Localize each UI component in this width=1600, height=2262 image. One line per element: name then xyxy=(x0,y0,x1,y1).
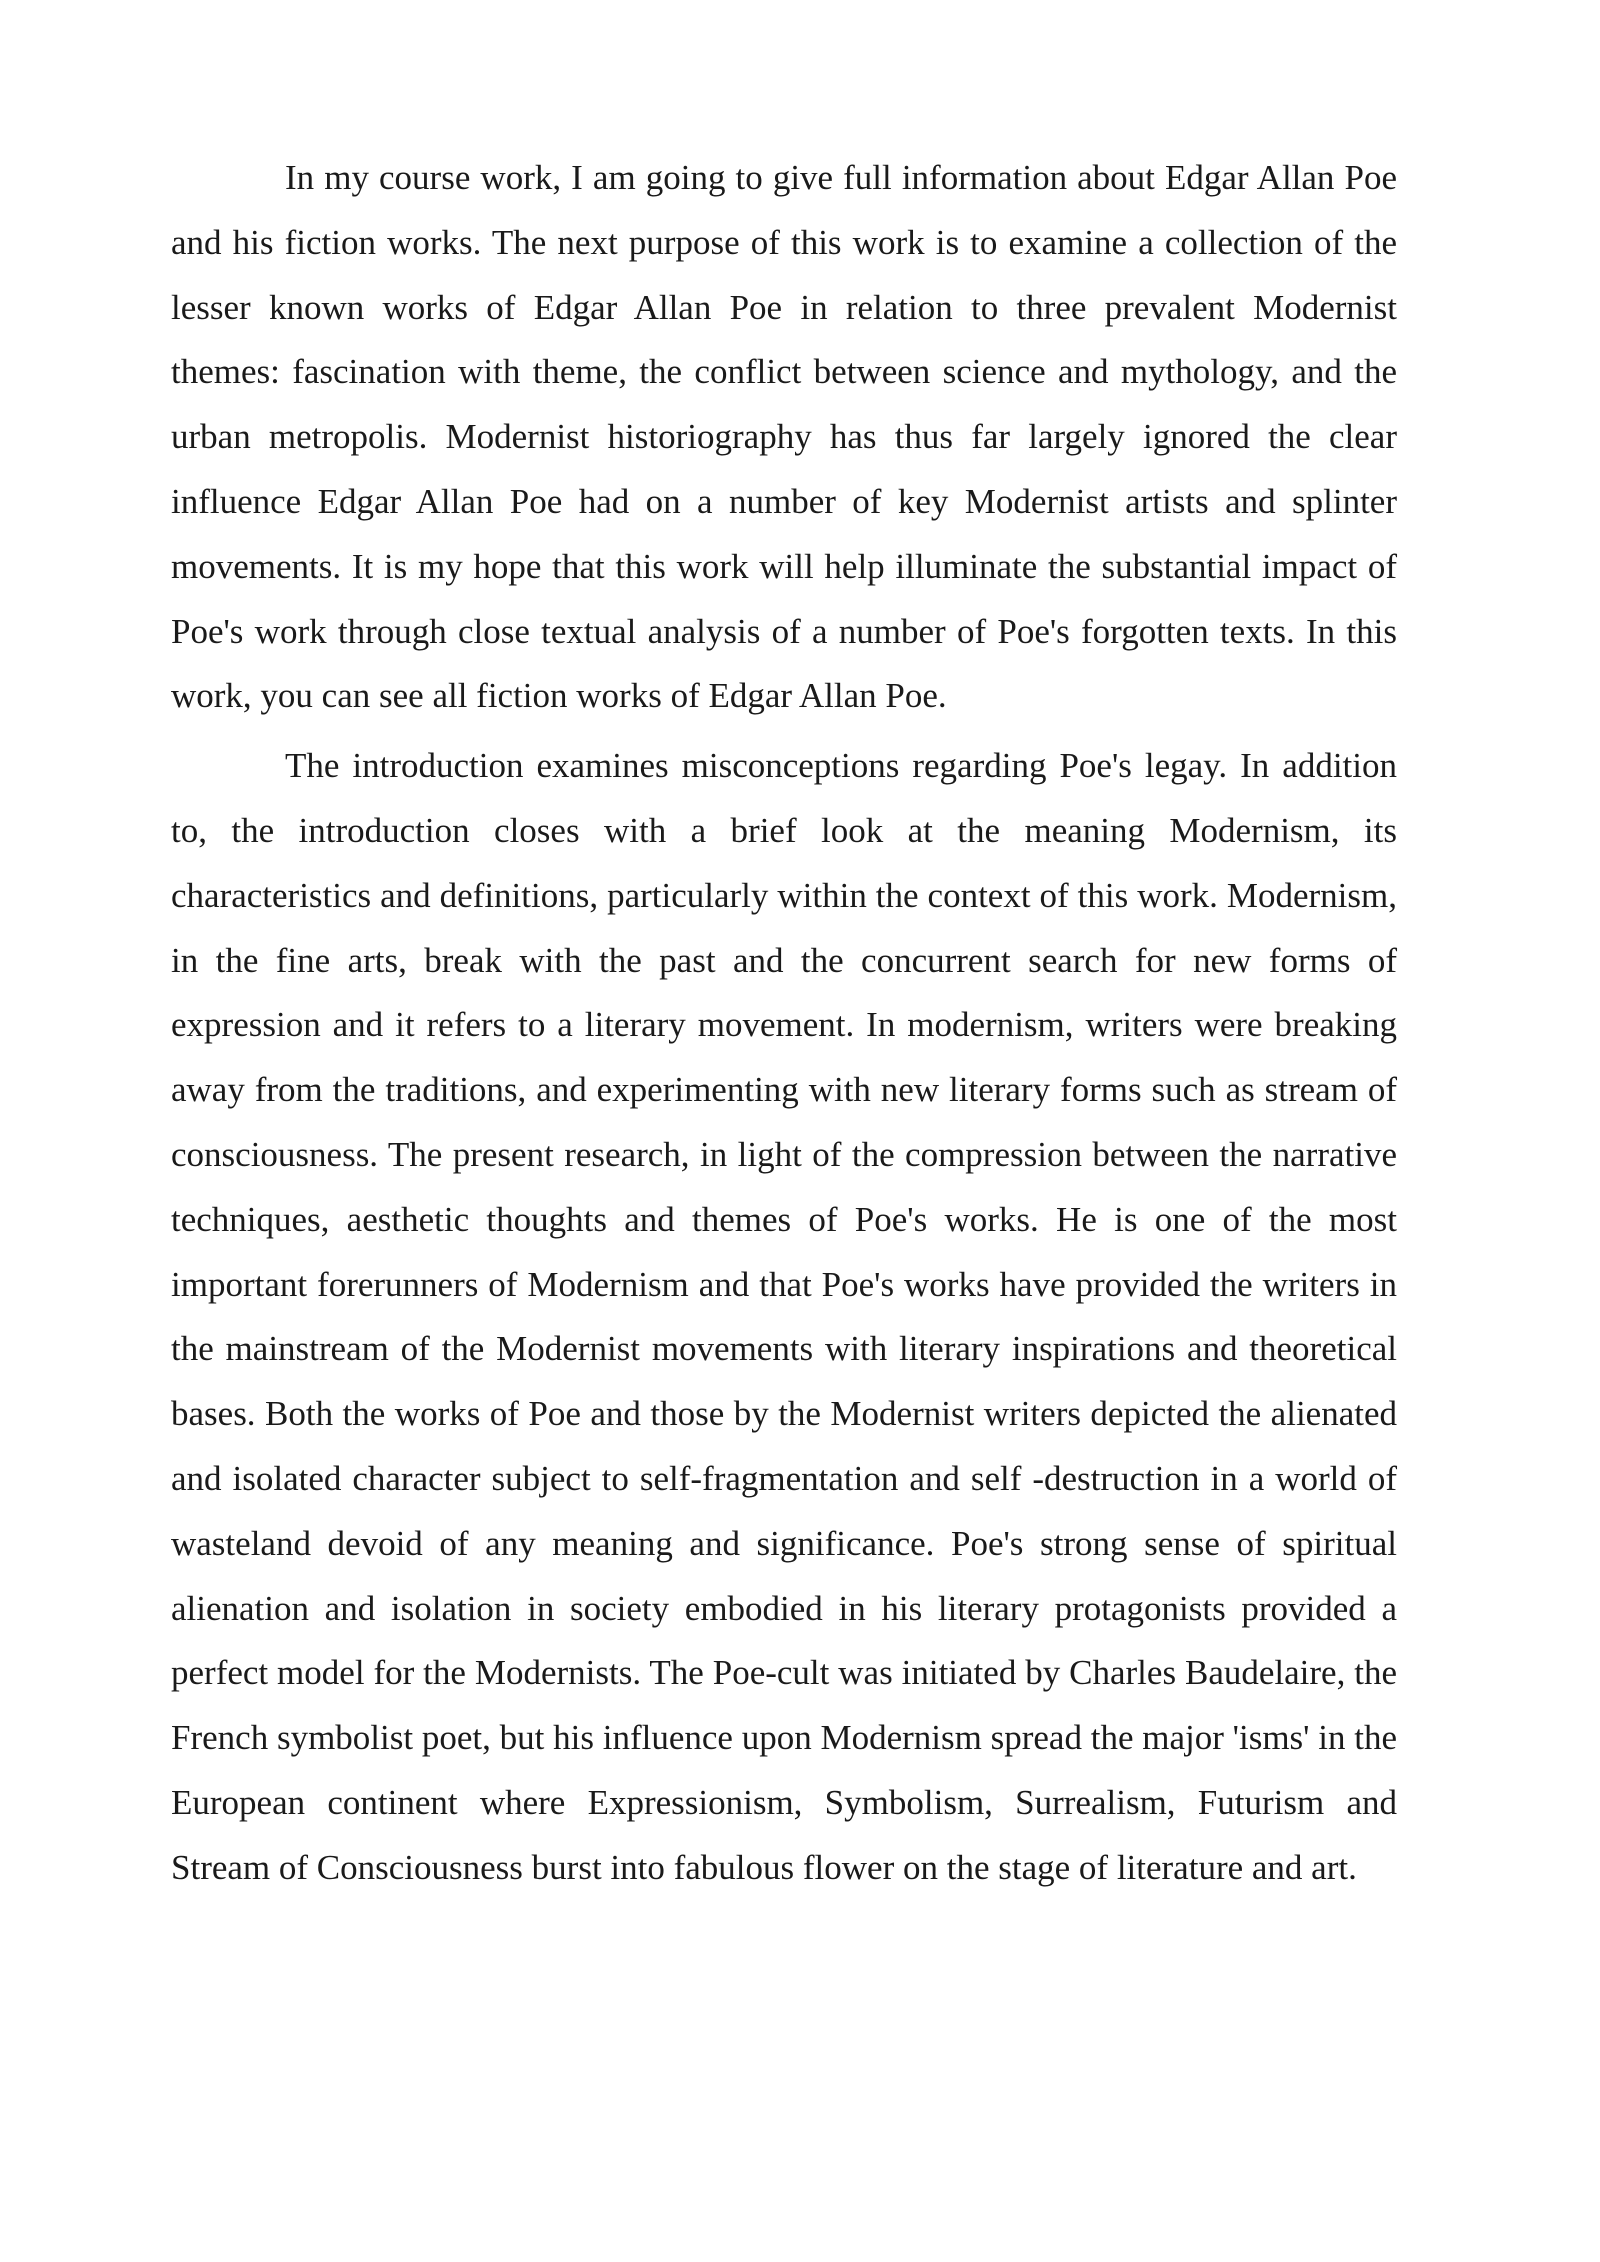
document-body xyxy=(171,146,1397,1906)
paragraph-modernism-introduction: The introduction examines misconceptions regarding Poe's legay. In addition to, the introduction closes with a brief look at the meaning Modernism, its characteristics and definitions, particularly within the context of this work. Modernism, in the fine arts, break with the past and the concurrent search for new forms of expression and it refers to a literary movement. In modernism, writers were breaking away from the traditions, and experimenting with new literary forms such as stream of consciousness. The present research, in light of the compression between the narrative techniques, aesthetic thoughts and themes of Poe's works. He is one of the most important forerunners of Modernism and that Poe's works have provided the writers in the mainstream of the Modernist movements with literary inspirations and theoretical bases. Both the works of Poe and those by the Modernist writers depicted the alienated and isolated character subject to self-fragmentation and self -destruction in a world of wasteland devoid of any meaning and significance. Poe's strong sense of spiritual alienation and isolation in society embodied in his literary protagonists provided a perfect model for the Modernists. The Poe-cult was initiated by Charles Baudelaire, the French symbolist poet, but his influence upon Modernism spread the major 'isms' in the European continent where Expressionism, Symbolism, Surrealism, Futurism and Stream of Consciousness burst into fabulous flower on the stage of literature and art. xyxy=(171,746,1397,1887)
paragraph-course-work-intro: In my course work, I am going to give full information about Edgar Allan Poe and his fiction works. The next purpose of this work is to examine a collection of the lesser known works of Edgar Allan Poe in relation to three prevalent Modernist themes: fascination with theme, the conflict between science and mythology, and the urban metropolis. Modernist historiography has thus far largely ignored the clear influence Edgar Allan Poe had on a number of key Modernist artists and splinter movements. It is my hope that this work will help illuminate the substantial impact of Poe's work through close textual analysis of a number of Poe's forgotten texts. In this work, you can see all fiction works of Edgar Allan Poe. xyxy=(171,158,1397,716)
